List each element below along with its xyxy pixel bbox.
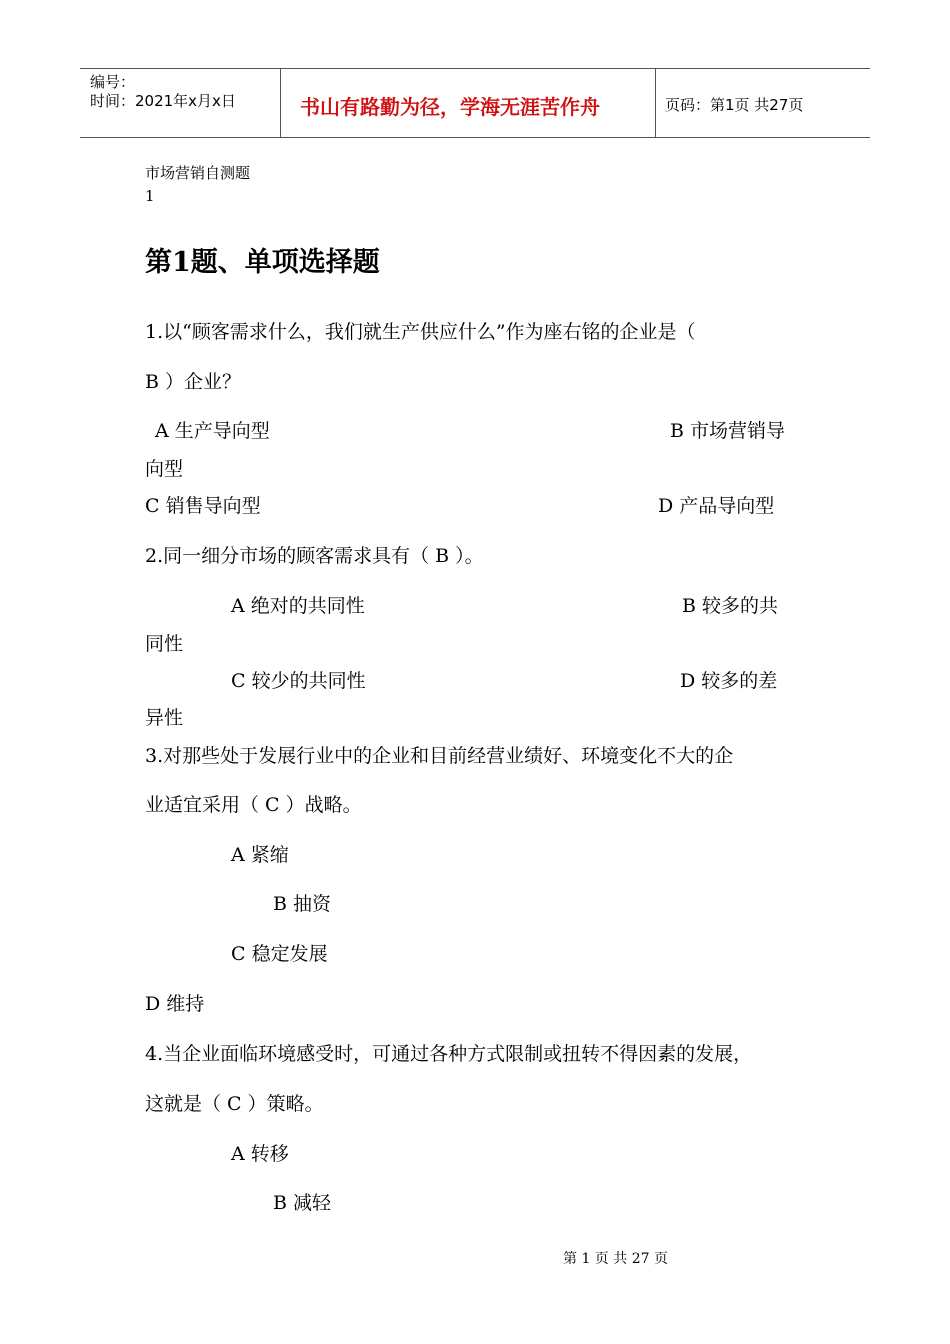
date-label: 时间：2021年x月x日 [90, 92, 236, 110]
question-2-option-c: C 较少的共同性 [231, 670, 366, 692]
question-4-line-2: 这就是（ C ）策略。 [145, 1093, 324, 1115]
page-label: 页码：第1页 共27页 [665, 96, 804, 114]
question-1-option-b: B 市场营销导 [670, 420, 786, 442]
question-1-line-1: 1.以“顾客需求什么，我们就生产供应什么”作为座右铭的企业是（ [145, 321, 696, 343]
question-1-line-2: B ）企业？ [145, 371, 242, 393]
header-divider [655, 69, 656, 137]
header-divider [280, 69, 281, 137]
question-4-line-1: 4.当企业面临环境感受时，可通过各种方式限制或扭转不得因素的发展， [145, 1043, 753, 1065]
question-1-option-a: A 生产导向型 [155, 420, 270, 442]
page-footer: 第 1 页 共 27 页 [563, 1251, 668, 1267]
question-2-option-d-cont: 异性 [145, 707, 184, 729]
question-2-option-a: A 绝对的共同性 [231, 595, 365, 617]
question-2-line-1: 2.同一细分市场的顾客需求具有（ B ）。 [145, 545, 484, 567]
question-2-option-d: D 较多的差 [680, 670, 778, 692]
question-1-option-c: C 销售导向型 [145, 495, 261, 517]
doc-number: 1 [145, 187, 155, 205]
motto: 书山有路勤为径，学海无涯苦作舟 [300, 95, 600, 119]
question-2-option-b: B 较多的共 [682, 595, 779, 617]
serial-label: 编号： [90, 73, 136, 91]
question-3-option-b: B 抽资 [273, 893, 332, 915]
question-1-option-d: D 产品导向型 [658, 495, 775, 517]
question-4-option-a: A 转移 [231, 1143, 289, 1165]
section-heading: 第1题、单项选择题 [145, 247, 380, 278]
question-2-option-b-cont: 同性 [145, 633, 184, 655]
question-1-option-b-cont: 向型 [145, 458, 184, 480]
question-3-option-d: D 维持 [145, 993, 205, 1015]
question-3-line-2: 业适宜采用（ C ）战略。 [145, 794, 362, 816]
question-3-line-1: 3.对那些处于发展行业中的企业和目前经营业绩好、环境变化不大的企 [145, 745, 734, 767]
question-3-option-a: A 紧缩 [231, 844, 289, 866]
question-4-option-b: B 减轻 [273, 1192, 332, 1214]
question-3-option-c: C 稳定发展 [231, 943, 328, 965]
doc-title: 市场营销自测题 [145, 164, 251, 182]
